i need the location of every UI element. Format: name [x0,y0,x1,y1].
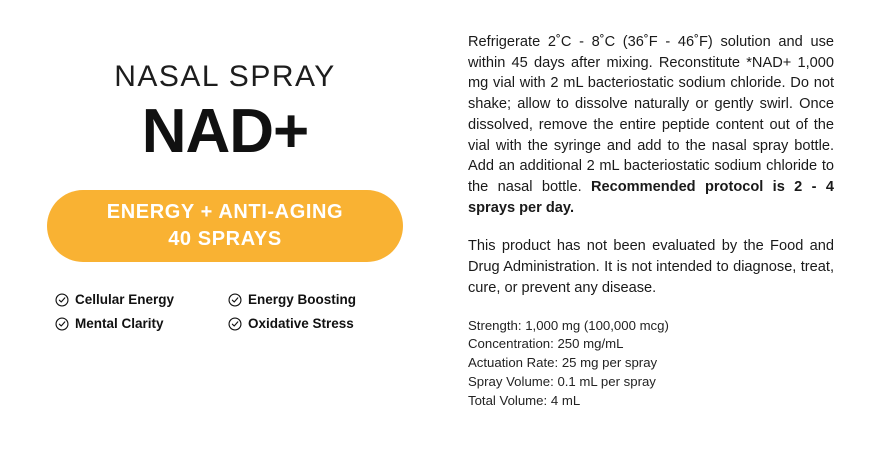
benefit-item [228,316,395,331]
spec-label: Strength: [468,317,522,333]
pill-line-count: 40 SPRAYS [168,228,282,251]
instructions-text: Refrigerate 2˚C - 8˚C (36˚F - 46˚F) solution and use within 45 days after mixing. Reconstitute *NAD+ 1,000 mg vial with 2 mL bacteriostatic sodium chloride. Do not shake; allow to dissolve naturally or gently swirl. Once dissolved, remove the entire peptide content out of the vial with the syringe and add to the nasal spray bottle. Add an additional 2 mL bacteriostatic sodium chloride to the nasal bottle. [468,34,834,196]
check-circle-icon [55,293,69,307]
spec-row [468,317,834,336]
benefit-label: Mental Clarity [75,316,164,332]
benefit-label: Oxidative Stress [248,316,354,332]
fda-disclaimer: This product has not been evaluated by the Food and Drug Administration. It is not intended to diagnose, treat, cure, or prevent any disease. [468,238,834,296]
check-circle-icon [55,317,69,331]
spec-row [468,392,834,411]
check-circle-icon [228,293,242,307]
spec-row [468,373,834,392]
spec-label: Spray Volume: [468,373,554,389]
spec-value: 1,000 mg (100,000 mcg) [525,317,669,333]
benefit-label: Energy Boosting [248,292,357,308]
spec-value: 0.1 mL per spray [557,373,656,389]
recommended-protocol-text: Recommended protocol is 2 - 4 sprays per day. [468,179,834,216]
benefit-item [228,292,395,307]
spec-value: 4 mL [550,392,581,408]
benefit-label: Cellular Energy [75,292,175,308]
specifications-list [468,317,834,411]
spec-label: Actuation Rate: [468,355,559,371]
product-kind: NASAL SPRAY [114,60,336,93]
check-circle-icon [228,317,242,331]
benefits-list [55,292,395,331]
instructions-paragraph [468,32,834,218]
benefit-item [55,316,222,331]
spec-row [468,354,834,373]
information-panel [450,0,870,450]
spec-label: Total Volume: [468,392,548,408]
spec-row [468,335,834,354]
spec-label: Concentration: [468,336,554,352]
spec-value: 25 mg per spray [561,355,658,371]
benefit-item [55,292,222,307]
pill-line-benefit: ENERGY + ANTI-AGING [106,201,344,224]
highlight-pill [47,190,403,262]
spec-value: 250 mg/mL [557,336,624,352]
product-name: NAD+ [141,97,309,166]
